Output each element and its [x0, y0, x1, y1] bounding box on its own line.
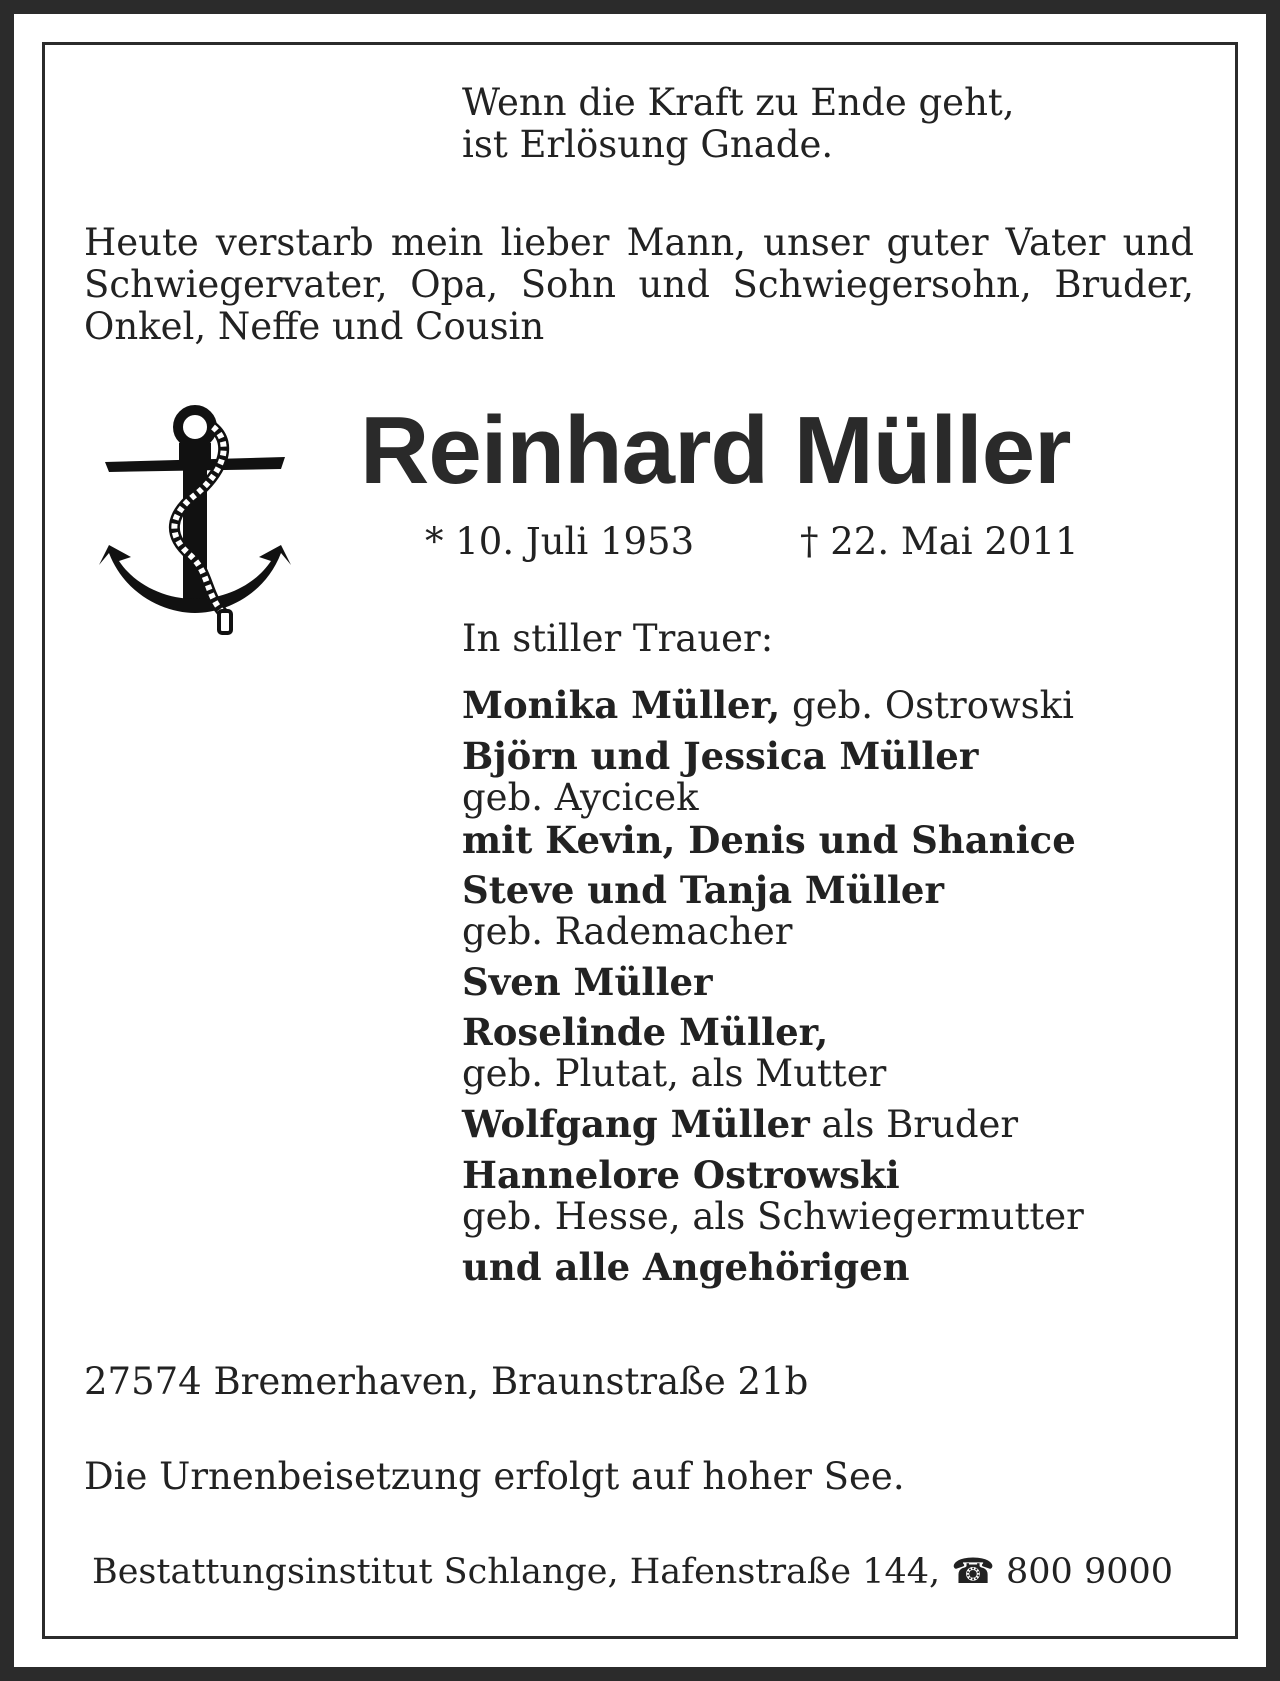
undertaker-footer — [92, 1552, 1173, 1592]
mourner-note: geb. Ostrowski — [780, 684, 1074, 727]
mourner-entry — [462, 1011, 1084, 1095]
mourner-name: Björn und Jessica Müller — [462, 734, 979, 778]
deceased-name: Reinhard Müller — [360, 397, 1071, 504]
anchor-with-rope-icon — [95, 405, 295, 637]
mourner-note: geb. Hesse, als Schwiegermutter — [462, 1195, 1084, 1238]
mourner-entry — [462, 1246, 1084, 1288]
mourner-name: Hannelore Ostrowski — [462, 1153, 900, 1197]
death-date: † 22. Mai 2011 — [800, 520, 1079, 563]
mourner-name: Steve und Tanja Müller — [462, 868, 944, 912]
mourner-note: als Bruder — [809, 1103, 1019, 1146]
mourner-entry — [462, 1103, 1084, 1146]
mourner-name: Monika Müller, — [462, 683, 781, 727]
mourner-note: geb. Aycicek — [462, 776, 699, 819]
motto — [462, 82, 1015, 166]
phone-number: 800 9000 — [1006, 1552, 1174, 1592]
mourning-heading: In stiller Trauer: — [462, 617, 774, 660]
mourner-name: Sven Müller — [462, 960, 713, 1004]
mourner-name: Roselinde Müller, — [462, 1010, 829, 1054]
intro-text: Heute verstarb mein lieber Mann, unser guter Vater und Schwiegervater, Opa, Sohn und Schwiegersohn, Bruder, Onkel, Neffe und Cousin — [84, 221, 1194, 348]
motto-line-2: ist Erlösung Gnade. — [462, 123, 834, 166]
mourner-entry — [462, 1154, 1084, 1238]
mourner-entry — [462, 735, 1084, 861]
mourners-list — [462, 684, 1084, 1296]
mourner-entry — [462, 961, 1084, 1003]
mourner-note: geb. Plutat, als Mutter — [462, 1052, 887, 1095]
mourner-entry — [462, 684, 1084, 727]
motto-line-1: Wenn die Kraft zu Ende geht, — [462, 81, 1015, 124]
mourner-name: und alle Angehörigen — [462, 1245, 910, 1289]
address: 27574 Bremerhaven, Braunstraße 21b — [84, 1360, 809, 1403]
undertaker-name: Bestattungsinstitut Schlange, Hafenstraße 144, — [92, 1552, 941, 1592]
mourner-entry — [462, 869, 1084, 953]
telephone-icon: ☎ — [951, 1552, 995, 1592]
burial-note: Die Urnenbeisetzung erfolgt auf hoher See. — [84, 1455, 905, 1498]
mourner-name: Wolfgang Müller — [462, 1102, 810, 1146]
mourner-note: geb. Rademacher — [462, 910, 793, 953]
birth-date: * 10. Juli 1953 — [425, 520, 695, 563]
mourner-children: mit Kevin, Denis und Shanice — [462, 818, 1076, 862]
